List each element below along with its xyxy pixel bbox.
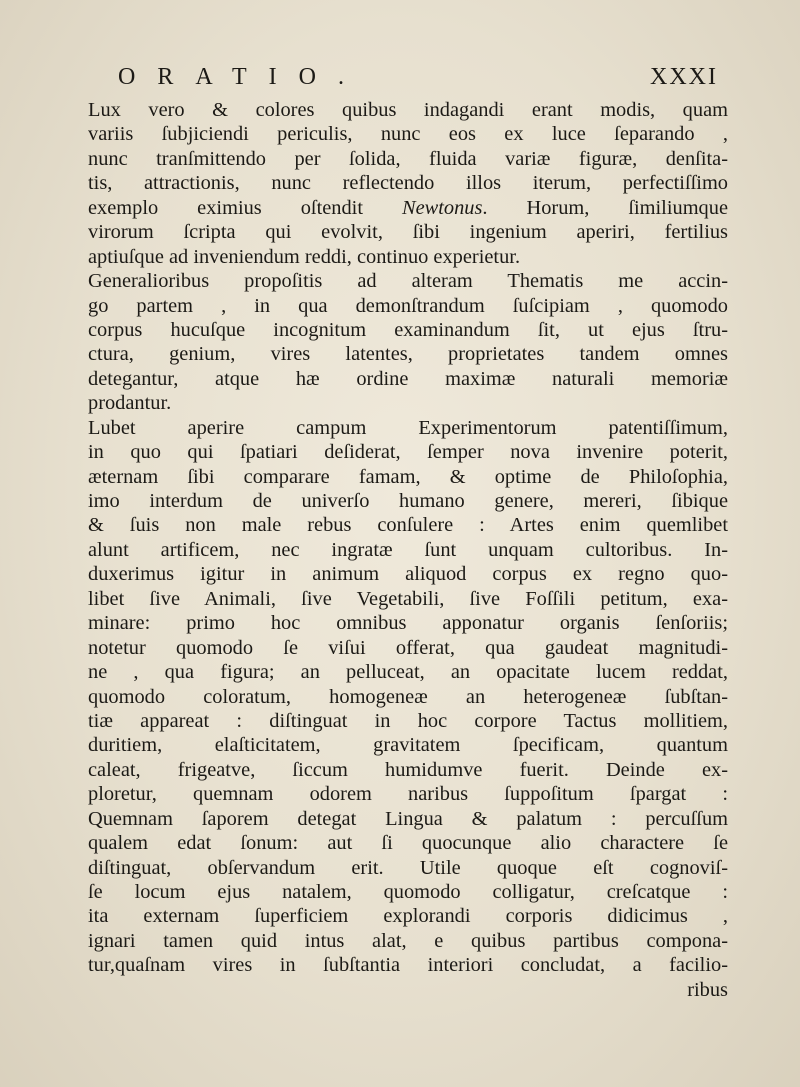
text-line: Generalioribus propoſitis ad alteram Thematis me accin- [88, 270, 728, 293]
text-line: quomodo coloratum, homogeneæ an heterogeneæ ſubſtan- [88, 685, 728, 708]
text-line: tur,quaſnam vires in ſubſtantia interiori concludat, a facilio- [88, 954, 728, 977]
text-line: detegantur, atque hæ ordine maximæ naturali memoriæ [88, 367, 728, 390]
text-line: tis, attractionis, nunc reflectendo illos iterum, perfectiſſimo [88, 172, 728, 195]
text-line: go partem , in qua demonſtrandum ſuſcipiam , quomodo [88, 294, 728, 317]
text-line: ita externam ſuperficiem explorandi corporis didicimus , [88, 905, 728, 928]
text-line: ploretur, quemnam odorem naribus ſuppoſitum ſpargat : [88, 783, 728, 806]
text-line: imo interdum de univerſo humano genere, mereri, ſibique [88, 490, 728, 512]
text-line: Lux vero & colores quibus indagandi erant modis, quam [88, 99, 728, 121]
text-line: ne , qua figura; an pelluceat, an opacitate lucem reddat, [88, 661, 728, 684]
text-line: duritiem, elaſticitatem, gravitatem ſpecificam, quantum [88, 734, 728, 757]
text-line: Lubet aperire campum Experimentorum patentiſſimum, [88, 416, 728, 439]
page-header [118, 62, 718, 92]
text-line: diſtinguat, obſervandum erit. Utile quoque eſt cognoviſ- [88, 856, 728, 879]
text-line: tiæ appareat : diſtinguat in hoc corpore Tactus mollitiem, [88, 709, 728, 732]
text-line: nunc tranſmittendo per ſolida, fluida variæ figuræ, denſita- [88, 147, 728, 170]
text-line: prodantur. [88, 392, 172, 415]
text-line: corpus hucuſque incognitum examinandum ſit, ut ejus ſtru- [88, 318, 728, 341]
text-line: in quo qui ſpatiari deſiderat, ſemper nova invenire poterit, [88, 441, 728, 464]
text-line: virorum ſcripta qui evolvit, ſibi ingenium aperiri, fertilius [88, 221, 728, 244]
text-line: alunt artificem, nec ingratæ ſunt unquam cultoribus. In- [88, 538, 728, 561]
running-title: ORATIO. [118, 64, 366, 90]
text-line: variis ſubjiciendi periculis, nunc eos ex luce ſeparando , [88, 123, 728, 146]
text-line: & ſuis non male rebus conſulere : Artes enim quemlibet [88, 514, 728, 537]
text-line: notetur quomodo ſe viſui offerat, qua gaudeat magnitudi- [88, 636, 728, 659]
text-line: Quemnam ſaporem detegat Lingua & palatum : percuſſum [88, 807, 728, 830]
text-line: æternam ſibi comparare famam, & optime de Philoſophia, [88, 465, 728, 488]
text-line: minare: primo hoc omnibus apponatur organis ſenſoriis; [88, 612, 728, 635]
body-text [88, 98, 728, 1002]
text-line: duxerimus igitur in animum aliquod corpus ex regno quo- [88, 563, 728, 586]
text-line: aptiuſque ad inveniendum reddi, continuo experietur. [88, 245, 521, 268]
text-line: caleat, frigeatve, ſiccum humidumve fuerit. Deinde ex- [88, 758, 728, 781]
text-line: ſe locum ejus natalem, quomodo colligatur, creſcatque : [88, 881, 728, 903]
text-line: ctura, genium, vires latentes, proprietates tandem omnes [88, 343, 728, 366]
catchword: ribus [687, 978, 728, 1001]
text-line: libet ſive Animali, ſive Vegetabili, ſive Foſſili petitum, exa- [88, 587, 728, 610]
text-line: qualem edat ſonum: aut ſi quocunque alio charactere ſe [88, 832, 728, 855]
page-number: XXXI [650, 64, 718, 90]
author-name: Newtonus [401, 196, 483, 219]
text-line: exemplo eximius oſtendit Newtonus. Horum, ſimiliumque [88, 196, 728, 219]
text-line: ignari tamen quid intus alat, e quibus partibus compona- [88, 929, 728, 952]
